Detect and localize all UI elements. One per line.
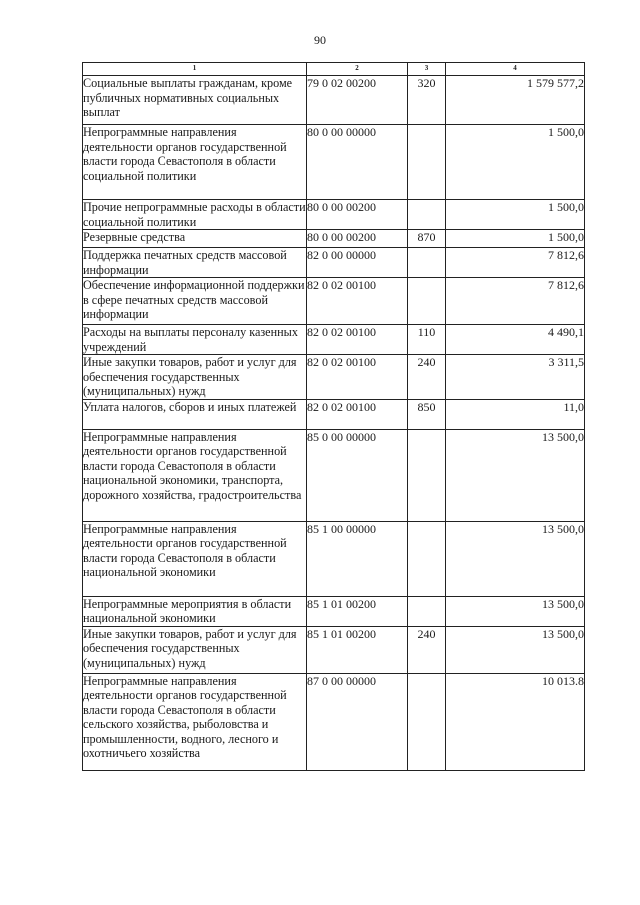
row-amount-cell: 13 500,0: [446, 626, 585, 673]
table-row: [83, 76, 585, 125]
table-row: [83, 278, 585, 325]
row-type-cell: [408, 125, 446, 200]
row-type-cell: [408, 673, 446, 770]
row-name-cell: Прочие непрограммные расходы в области социальной политики: [83, 200, 306, 229]
table-row: [83, 626, 585, 673]
row-code-cell: 85 1 01 00200: [307, 596, 408, 626]
row-type-cell: 320: [408, 76, 446, 125]
row-amount-cell: 1 500,0: [446, 200, 585, 230]
row-name-cell: Иные закупки товаров, работ и услуг для обеспечения государственных (муниципальных) нужд: [83, 626, 307, 673]
row-name-cell: Обеспечение информационной поддержки в сфере печатных средств массовой информации: [83, 278, 307, 325]
row-amount-cell: 10 013.8: [446, 673, 585, 770]
row-code-cell: 87 0 00 00000: [307, 673, 408, 770]
row-code-cell: 80 0 00 00200: [307, 230, 408, 248]
row-type-cell: [408, 596, 446, 626]
row-amount-cell: 7 812,6: [446, 278, 585, 325]
header-col-1: 1: [83, 63, 307, 76]
row-type-cell: [408, 200, 446, 230]
row-type-cell: [408, 429, 446, 521]
row-name-cell: Расходы на выплаты персоналу казенных учреждений: [83, 325, 307, 355]
row-name-cell: Непрограммные направления деятельности органов государственной власти города Севастополя в области национальной экономики, транспорта, дорожного хозяйства, градостроительства: [83, 429, 307, 521]
row-code-cell: 82 0 02 00100: [307, 278, 408, 325]
row-code-cell: 82 0 00 00000: [307, 248, 408, 278]
row-amount-cell: 1 500,0: [446, 230, 585, 248]
row-name-cell: Уплата налогов, сборов и иных платежей: [83, 399, 307, 429]
row-type-cell: 240: [408, 626, 446, 673]
row-amount-cell: 4 490,1: [446, 325, 585, 355]
budget-table: [82, 62, 585, 771]
row-amount-cell: 13 500,0: [446, 521, 585, 596]
row-type-cell: 850: [408, 399, 446, 429]
row-name-cell: Непрограммные направления деятельности органов государственной власти города Севастополя в области сельского хозяйства, рыболовства и промышленности, водного, лесного и охотничьего хозяйства: [83, 673, 307, 770]
row-amount-cell: 11,0: [446, 399, 585, 429]
table-row: [83, 429, 585, 521]
row-name-cell: Непрограммные направления деятельности органов государственной власти города Севастополя в области социальной политики: [83, 125, 307, 200]
row-name-cell: Резервные средства: [83, 230, 307, 248]
row-amount-cell: 13 500,0: [446, 429, 585, 521]
row-type-cell: [408, 521, 446, 596]
table-row: [83, 125, 585, 200]
row-name-cell: Поддержка печатных средств массовой информации: [83, 248, 307, 278]
row-code-cell: 85 1 01 00200: [307, 626, 408, 673]
table-body: [83, 76, 585, 771]
row-code-cell: 82 0 02 00100: [307, 325, 408, 355]
table-row: [83, 521, 585, 596]
table-row: [83, 673, 585, 770]
row-amount-cell: 3 311,5: [446, 355, 585, 400]
row-type-cell: 110: [408, 325, 446, 355]
page-number: 90: [314, 33, 326, 47]
row-amount-cell: 1 579 577,2: [446, 76, 585, 125]
row-name-cell: Непрограммные мероприятия в области национальной экономики: [83, 596, 307, 626]
table-row: [83, 230, 585, 248]
header-col-2: 2: [307, 63, 408, 76]
row-amount-cell: 13 500,0: [446, 596, 585, 626]
row-name-cell: Социальные выплаты гражданам, кроме публичных нормативных социальных выплат: [83, 76, 307, 125]
row-name-cell: Иные закупки товаров, работ и услуг для обеспечения государственных (муниципальных) нужд: [83, 355, 307, 400]
row-amount-cell: 7 812,6: [446, 248, 585, 278]
table-row: [83, 596, 585, 626]
table-row: [83, 200, 585, 230]
row-code-cell: 85 0 00 00000: [307, 429, 408, 521]
table-row: [83, 399, 585, 429]
table-row: [83, 248, 585, 278]
row-type-cell: 240: [408, 355, 446, 400]
table-row: [83, 325, 585, 355]
row-code-cell: 82 0 02 00100: [307, 399, 408, 429]
row-type-cell: [408, 278, 446, 325]
row-type-cell: [408, 248, 446, 278]
header-row: [83, 63, 585, 76]
row-name-cell: Непрограммные направления деятельности органов государственной власти города Севастополя в области национальной экономики: [83, 521, 307, 596]
row-code-cell: 80 0 00 00200: [307, 200, 408, 230]
table-row: [83, 355, 585, 400]
row-type-cell: 870: [408, 230, 446, 248]
row-code-cell: 79 0 02 00200: [307, 76, 408, 125]
row-amount-cell: 1 500,0: [446, 125, 585, 200]
row-code-cell: 80 0 00 00000: [307, 125, 408, 200]
row-code-cell: 82 0 02 00100: [307, 355, 408, 400]
header-col-3: 3: [408, 63, 446, 76]
header-col-4: 4: [446, 63, 585, 76]
row-code-cell: 85 1 00 00000: [307, 521, 408, 596]
